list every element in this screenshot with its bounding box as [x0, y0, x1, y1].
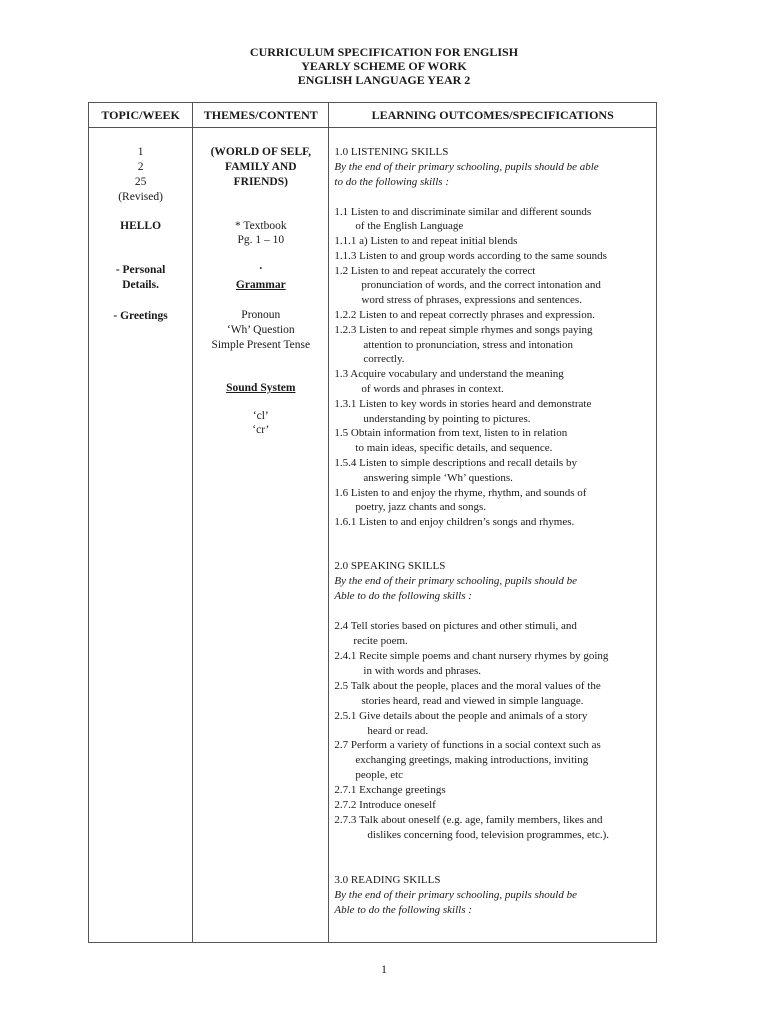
sound-item: ‘cl’ [252, 410, 269, 422]
outcome-line: 2.5 Talk about the people, places and the moral values of the [334, 680, 601, 692]
outcome-line: dislikes concerning food, television programmes, etc.). [367, 829, 610, 841]
topic-item-details: Details. [122, 279, 159, 291]
document-title-line-3: ENGLISH LANGUAGE YEAR 2 [297, 73, 471, 87]
section-intro: By the end of their primary schooling, pupils should be able [334, 161, 599, 173]
outcome-line: 2.7.3 Talk about oneself (e.g. age, family members, likes and [334, 814, 603, 826]
section-heading: 2.0 SPEAKING SKILLS [334, 560, 446, 572]
document-title-line-2: YEARLY SCHEME OF WORK [301, 59, 467, 73]
document-title-line-1: CURRICULUM SPECIFICATION FOR ENGLISH [249, 45, 519, 59]
outcome-line: 1.2.3 Listen to and repeat simple rhymes and songs paying [334, 324, 593, 336]
outcome-line: people, etc [355, 769, 404, 781]
outcome-line: 1.6 Listen to and enjoy the rhyme, rhythm, and sounds of [334, 487, 587, 499]
topic-week-cell [89, 128, 193, 943]
outcome-line: 1.1.3 Listen to and group words according to the same sounds [334, 250, 607, 262]
column-header-topic: TOPIC/WEEK [89, 103, 193, 128]
learning-outcomes-cell [329, 128, 657, 943]
theme-line: (WORLD OF SELF, [210, 146, 311, 158]
sound-system-heading: Sound System [226, 382, 296, 394]
grammar-item: Simple Present Tense [211, 339, 311, 351]
section-intro: Able to do the following skills : [334, 590, 472, 602]
bullet-dot: . [259, 260, 263, 272]
section-heading: 3.0 READING SKILLS [334, 874, 441, 886]
outcome-line: 2.7.2 Introduce oneself [334, 799, 436, 811]
outcome-line: recite poem. [353, 635, 408, 647]
outcome-line: of words and phrases in context. [361, 383, 504, 395]
column-header-outcomes: LEARNING OUTCOMES/SPECIFICATIONS [329, 103, 657, 128]
topic-title: HELLO [120, 220, 162, 232]
themes-content-cell [193, 128, 329, 943]
outcome-line: 1.1 Listen to and discriminate similar and different sounds [334, 206, 592, 218]
textbook-pages: Pg. 1 – 10 [237, 234, 285, 246]
grammar-heading: Grammar [235, 279, 286, 291]
outcome-line: 2.4.1 Recite simple poems and chant nursery rhymes by going [334, 650, 609, 662]
outcome-line: answering simple ‘Wh’ questions. [363, 472, 513, 484]
grammar-item: ‘Wh’ Question [226, 324, 295, 336]
outcome-line: poetry, jazz chants and songs. [355, 501, 487, 513]
outcome-line: 1.1.1 a) Listen to and repeat initial blends [334, 235, 518, 247]
topic-item-personal: - Personal [115, 264, 166, 276]
week-number: 25 [134, 176, 147, 188]
outcome-line: attention to pronunciation, stress and intonation [363, 339, 573, 351]
outcome-line: 1.3 Acquire vocabulary and understand the meaning [334, 368, 564, 380]
outcome-line: to main ideas, specific details, and sequence. [355, 442, 553, 454]
outcome-line: 1.5 Obtain information from text, listen to in relation [334, 427, 568, 439]
outcome-line: in with words and phrases. [363, 665, 482, 677]
outcome-line: 2.4 Tell stories based on pictures and other stimuli, and [334, 620, 577, 632]
textbook-label: * Textbook [234, 220, 287, 232]
outcome-line: 1.2 Listen to and repeat accurately the correct [334, 265, 536, 277]
outcome-line: understanding by pointing to pictures. [363, 413, 531, 425]
page-number: 1 [381, 962, 387, 976]
week-number: 2 [137, 161, 144, 173]
outcome-line: 2.7.1 Exchange greetings [334, 784, 446, 796]
outcome-line: 2.7 Perform a variety of functions in a social context such as [334, 739, 601, 751]
table-row [89, 128, 657, 943]
outcome-line: stories heard, read and viewed in simple language. [361, 695, 584, 707]
outcome-line: 1.3.1 Listen to key words in stories heard and demonstrate [334, 398, 592, 410]
outcome-line: word stress of phrases, expressions and sentences. [361, 294, 582, 306]
outcome-line: of the English Language [355, 220, 464, 232]
outcome-line: 1.5.4 Listen to simple descriptions and recall details by [334, 457, 577, 469]
outcome-line: pronunciation of words, and the correct intonation and [361, 279, 601, 291]
sound-item: ‘cr’ [252, 424, 270, 436]
scheme-table [88, 102, 657, 943]
week-number: 1 [137, 146, 144, 158]
week-revised-note: (Revised) [118, 191, 163, 203]
outcome-line: 2.5.1 Give details about the people and animals of a story [334, 710, 588, 722]
section-intro: By the end of their primary schooling, pupils should be [334, 889, 577, 901]
section-intro: to do the following skills : [334, 176, 449, 188]
theme-line: FRIENDS) [233, 176, 288, 188]
outcome-line: exchanging greetings, making introductions, inviting [355, 754, 589, 766]
theme-line: FAMILY AND [225, 161, 297, 173]
section-heading: 1.0 LISTENING SKILLS [334, 146, 449, 158]
section-intro: By the end of their primary schooling, pupils should be [334, 575, 577, 587]
column-header-themes: THEMES/CONTENT [193, 103, 329, 128]
outcome-line: correctly. [363, 353, 405, 365]
topic-item-greetings: - Greetings [113, 310, 168, 322]
outcome-line: 1.6.1 Listen to and enjoy children’s songs and rhymes. [334, 516, 575, 528]
outcome-line: 1.2.2 Listen to and repeat correctly phrases and expression. [334, 309, 595, 321]
grammar-item: Pronoun [241, 309, 281, 321]
table-header-row [89, 103, 657, 128]
section-intro: Able to do the following skills : [334, 904, 472, 916]
outcome-line: heard or read. [367, 725, 429, 737]
